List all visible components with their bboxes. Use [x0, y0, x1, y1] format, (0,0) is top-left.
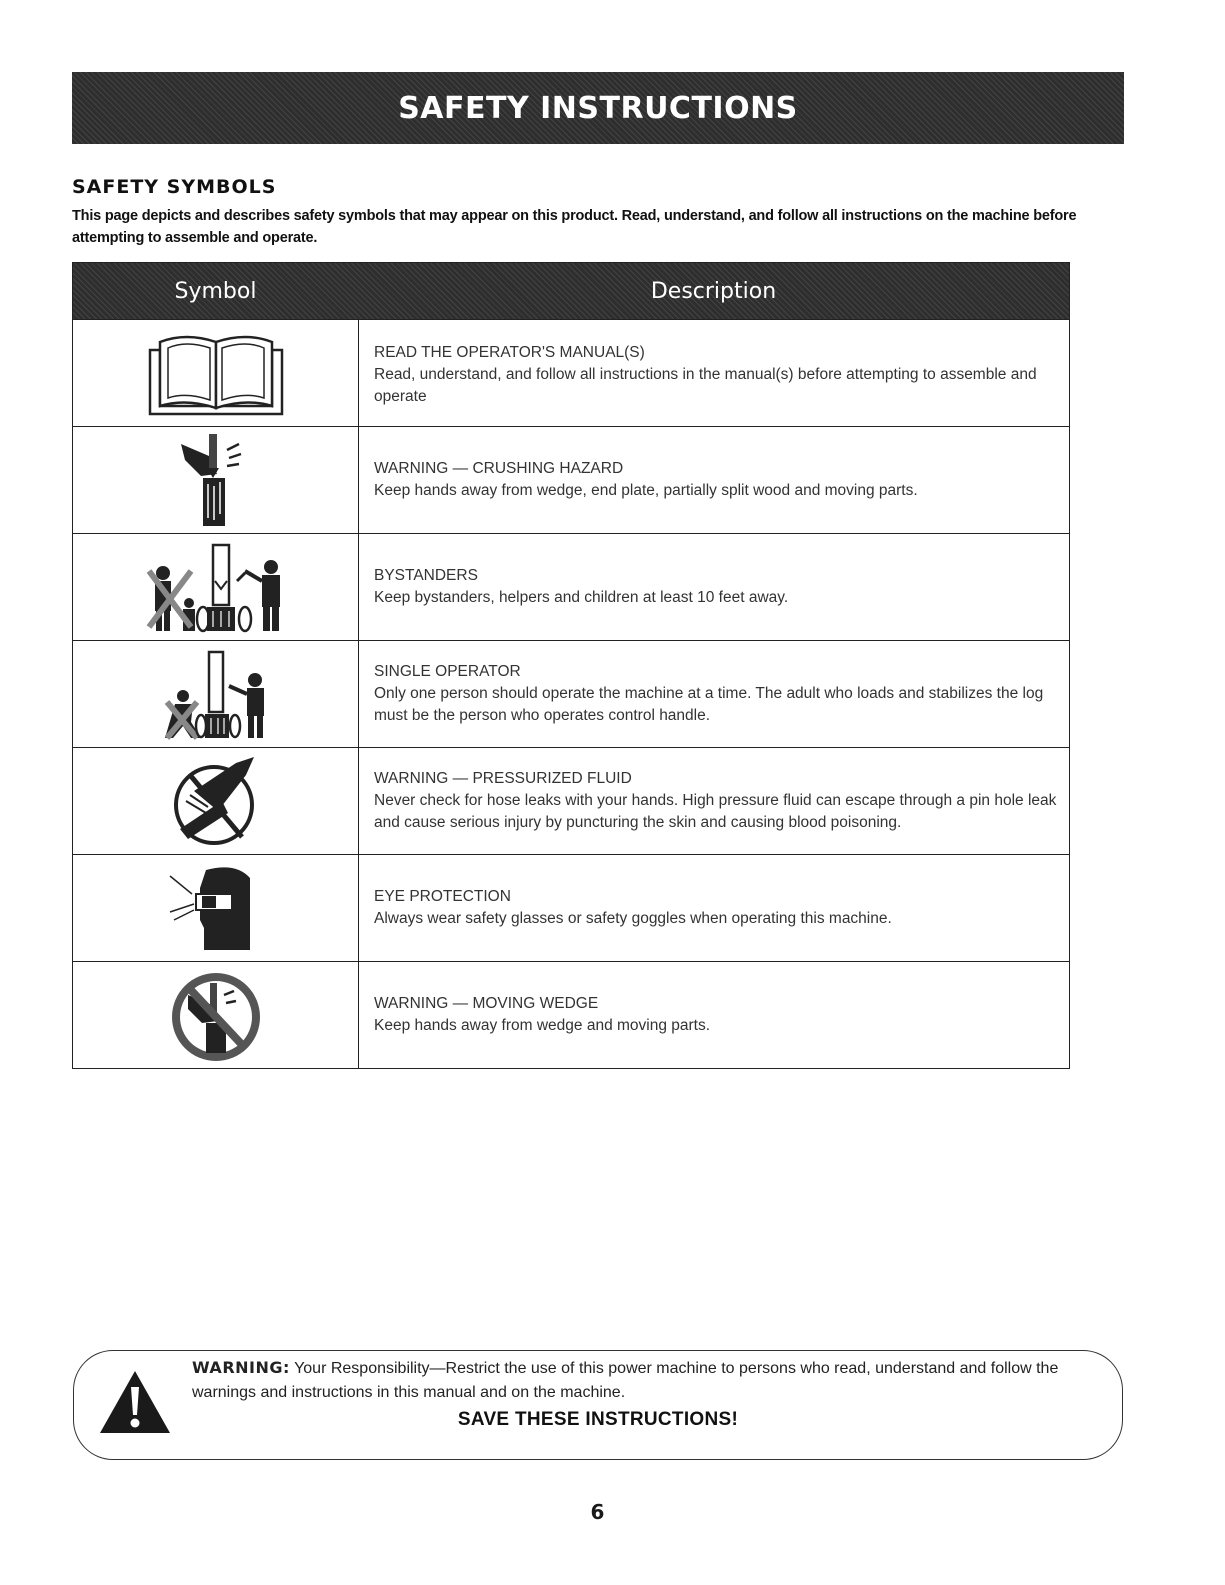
table-row: [73, 961, 1069, 1068]
safety-symbols-table: [72, 262, 1070, 1069]
operator-manual-icon: [146, 328, 286, 418]
row-text: Keep hands away from wedge and moving parts.: [374, 1017, 711, 1034]
row-title: EYE PROTECTION: [374, 888, 511, 905]
table-header: [73, 263, 1069, 319]
table-row: [73, 319, 1069, 426]
row-title: READ THE OPERATOR'S MANUAL(S): [374, 344, 645, 361]
table-row: [73, 640, 1069, 747]
row-title: WARNING — CRUSHING HAZARD: [374, 460, 624, 477]
banner-title: SAFETY INSTRUCTIONS: [398, 90, 798, 126]
moving-wedge-icon: [166, 965, 266, 1065]
header-symbol: Symbol: [174, 278, 257, 304]
table-row: [73, 533, 1069, 640]
table-row: [73, 426, 1069, 533]
row-title: WARNING — PRESSURIZED FLUID: [374, 770, 632, 787]
save-instructions: SAVE THESE INSTRUCTIONS!: [457, 1409, 739, 1430]
section-title: SAFETY SYMBOLS: [72, 176, 277, 198]
page-banner: [72, 72, 1124, 144]
header-description: Description: [650, 278, 777, 304]
row-text: Keep hands away from wedge, end plate, partially split wood and moving parts.: [374, 482, 918, 499]
row-text: Never check for hose leaks with your hands. High pressure fluid can escape through a pin hole leak and cause serious injury by puncturing the skin and causing blood poisoning.: [374, 792, 1057, 831]
warning-label: WARNING:: [192, 1358, 290, 1377]
crushing-hazard-icon: [171, 430, 261, 530]
row-title: SINGLE OPERATOR: [374, 663, 521, 680]
pressurized-fluid-icon: [166, 751, 266, 851]
warning-text: Your Responsibility—Restrict the use of this power machine to persons who read, understand and follow the warnings and instructions in this manual and on the machine.: [192, 1360, 1059, 1401]
eye-protection-icon: [166, 858, 266, 958]
table-row: [73, 747, 1069, 854]
row-text: Read, understand, and follow all instructions in the manual(s) before attempting to assemble and operate: [374, 366, 1037, 405]
single-operator-icon: [161, 648, 271, 740]
page-number: 6: [590, 1500, 605, 1524]
row-text: Keep bystanders, helpers and children at least 10 feet away.: [374, 589, 789, 606]
row-title: WARNING — MOVING WEDGE: [374, 995, 599, 1012]
warning-box: [73, 1350, 1123, 1460]
intro-paragraph: This page depicts and describes safety symbols that may appear on this product. Read, understand, and follow all instructions on the machine before attempting to assemble and operate.: [72, 208, 1077, 246]
row-text: Only one person should operate the machine at a time. The adult who loads and stabilizes the log must be the person who operates control handle.: [374, 685, 1044, 724]
bystanders-icon: [141, 541, 291, 633]
table-row: [73, 854, 1069, 961]
row-text: Always wear safety glasses or safety goggles when operating this machine.: [374, 910, 892, 927]
row-title: BYSTANDERS: [374, 567, 478, 584]
